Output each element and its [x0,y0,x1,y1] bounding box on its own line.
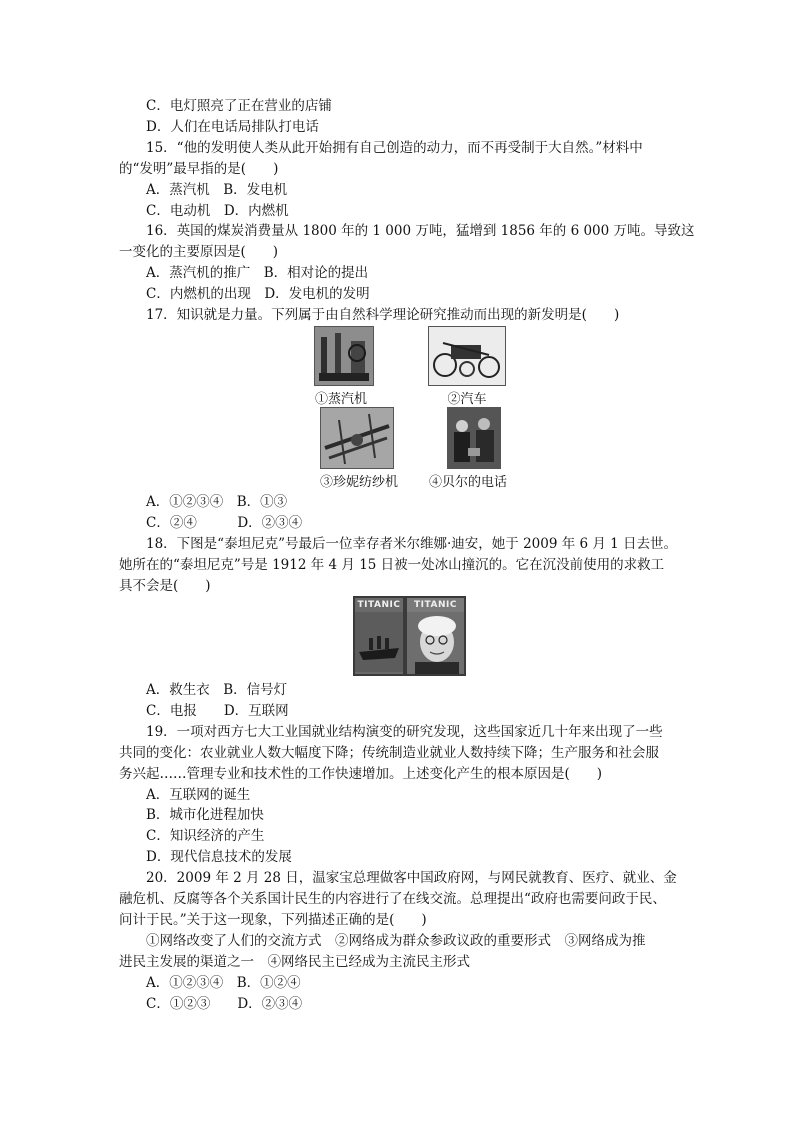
titanic-poster-right [407,598,464,674]
automobile-image [428,326,506,386]
q20-stem-line3: 问计于民。”关于这一现象，下列描述正确的是( ) [119,911,427,928]
bell-telephone-image [447,407,501,469]
q19-stem-line2: 共同的变化：农业就业人数大幅度下降；传统制造业就业人数持续下降；生产服务和社会服 [119,744,659,761]
titanic-survivor-photo [353,596,466,676]
document-page [119,96,695,326]
q15-options-cd: C．电动机 D．内燃机 [146,202,289,219]
q19-option-a: A．互联网的诞生 [146,786,251,803]
figure-spinning-jenny-caption: ③珍妮纺纱机 [320,475,399,490]
figure-bell-telephone [429,407,508,490]
figure-automobile [428,326,506,407]
q17-options-ab: A．①②③④ B．①③ [146,494,288,510]
figure-spinning-jenny [320,407,398,490]
document-page-block2 [119,492,679,597]
q16-stem-line2: 一变化的主要原因是( ) [119,244,279,261]
figure-automobile-caption: ②汽车 [447,392,487,407]
q19-option-c: C．知识经济的产生 [146,828,265,845]
q16-options-cd: C．内燃机的出现 D．发电机的发明 [146,286,370,303]
q17-options-cd: C．②④ D．②③④ [146,514,303,531]
q15-stem-line1: 15．“他的发明使人类从此开始拥有自己创造的动力，而不再受制于大自然。”材料中 [146,139,643,156]
q18-options-ab: A．救生衣 B．信号灯 [146,682,288,698]
q14-option-d: D．人们在电话局排队打电话 [146,118,319,135]
q16-options-ab: A．蒸汽机的推广 B．相对论的提出 [146,265,369,282]
q16-stem-line1: 16．英国的煤炭消费量从 1800 年的 1 000 万吨，猛增到 1856 年的 6 000 万吨。导致这 [146,223,695,240]
q15-options-ab: A．蒸汽机 B．发电机 [146,181,288,198]
document-page-block3 [119,680,679,1015]
q15-stem-line2: 的“发明”最早指的是( ) [119,160,279,177]
poster-right-title: TITANIC [414,600,457,610]
poster-left-title: TITANIC [357,600,401,610]
steam-engine-image [314,326,374,386]
q19-option-b: B．城市化进程加快 [146,807,264,824]
titanic-poster-left [355,598,403,674]
spinning-jenny-image [320,407,394,469]
q20-options-ab: A．①②③④ B．①②④ [146,974,301,991]
q20-statements-line2: 进民主发展的渠道之一 ④网络民主已经成为主流民主形式 [119,953,470,970]
q18-options-cd: C．电报 D．互联网 [146,702,289,719]
q14-option-c: C．电灯照亮了正在营业的店铺 [146,98,332,114]
q17-stem: 17．知识就是力量。下列属于由自然科学理论研究推动而出现的新发明是( ) [146,307,620,324]
q20-statements-line1: ①网络改变了人们的交流方式 ②网络成为群众参政议政的重要形式 ③网络成为推 [146,932,646,949]
figure-steam-engine [314,326,374,407]
q18-stem-line1: 18．下图是“泰坦尼克”号最后一位幸存者米尔维娜·迪安，她于 2009 年 6 月 1 日去世。 [146,535,678,552]
q20-options-cd: C．①②③ D．②③④ [146,995,303,1012]
q20-stem-line2: 融危机、反腐等各个关系国计民生的内容进行了在线交流。总理提出“政府也需要问政于民、 [119,891,666,908]
q20-stem-line1: 20．2009 年 2 月 28 日，温家宝总理做客中国政府网，与网民就教育、医疗、就业、金 [146,870,677,887]
q19-option-d: D．现代信息技术的发展 [146,849,292,866]
q19-stem-line1: 19．一项对西方七大工业国就业结构演变的研究发现，这些国家近几十年来出现了一些 [146,723,663,740]
q19-stem-line3: 务兴起……管理专业和技术性的工作快速增加。上述变化产生的根本原因是( ) [119,765,603,782]
figure-steam-engine-caption: ①蒸汽机 [314,392,367,407]
q18-stem-line3: 具不会是( ) [119,577,211,594]
figure-bell-telephone-caption: ④贝尔的电话 [429,475,508,490]
q18-stem-line2: 她所在的“泰坦尼克”号是 1912 年 4 月 15 日被一处冰山撞沉的。它在沉没前使用的求救工 [119,556,665,573]
